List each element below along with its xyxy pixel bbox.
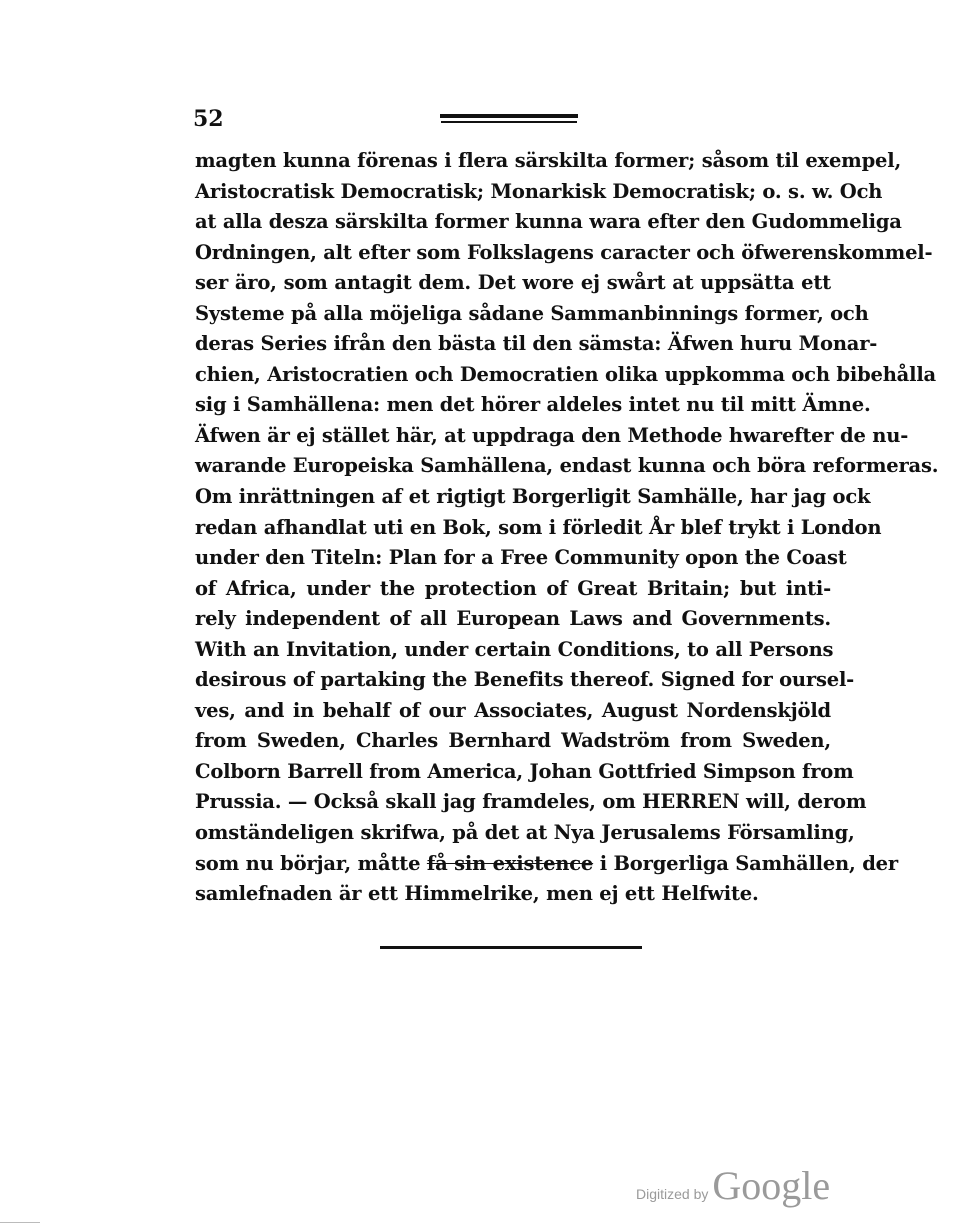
footer-rule	[380, 946, 642, 949]
text-line: rely independent of all European Laws and Governments.	[195, 607, 831, 631]
text-line: Om inrättningen af et rigtigt Borgerligit Samhälle, har jag ock	[195, 485, 871, 509]
digitized-by-google-watermark	[636, 1162, 830, 1209]
text-line: ves, and in behalf of our Associates, August Nordenskjöld	[195, 698, 831, 722]
text-line: warande Europeiska Samhällena, endast kunna och böra reformeras.	[195, 454, 939, 478]
text-line: ser äro, som antagit dem. Det wore ej swårt at uppsätta ett	[195, 271, 831, 295]
text-line: chien, Aristocratien och Democratien olika uppkomma och bibehålla	[195, 362, 936, 386]
text-line: at alla desza särskilta former kunna wara efter den Gudommeliga	[195, 210, 902, 234]
struck-through-text: få sin existence	[426, 851, 594, 875]
text-line: under den Titeln: Plan for a Free Community opon the Coast	[195, 546, 847, 570]
text-line: magten kunna förenas i flera särskilta former; såsom til exempel,	[195, 149, 902, 172]
text-line: Systeme på alla möjeliga sådane Sammanbinnings former, och	[195, 301, 869, 325]
text-line: deras Series ifrån den bästa til den sämsta: Äfwen huru Monar-	[195, 332, 878, 356]
text-segment: som nu börjar, måtte	[195, 851, 427, 875]
header-rule	[440, 114, 578, 118]
page-number: 52	[193, 106, 224, 132]
text-line: Colborn Barrell from America, Johan Gottfried Simpson from	[195, 759, 854, 783]
text-line: of Africa, under the protection of Great Britain; but inti-	[195, 576, 831, 600]
text-line: Aristocratisk Democratisk; Monarkisk Democratisk; o. s. w. Och	[195, 179, 883, 203]
text-line: Ordningen, alt efter som Folkslagens caracter och öfwerenskommel-	[195, 240, 933, 264]
text-line: Äfwen är ej stället här, at uppdraga den Methode hwarefter de nu-	[195, 423, 909, 447]
text-line: sig i Samhällena: men det hörer aldeles intet nu til mitt Ämne.	[195, 393, 871, 417]
text-line: With an Invitation, under certain Conditions, to all Persons	[195, 637, 834, 661]
text-line: omständeligen skrifwa, på det at Nya Jerusalems Församling,	[195, 821, 855, 845]
text-line-last: samlefnaden är ett Himmelrike, men ej ett Helfwite.	[195, 882, 759, 906]
page-body	[195, 146, 939, 910]
text-line-with-strikethrough	[195, 849, 898, 880]
watermark-prefix: Digitized by	[636, 1186, 709, 1202]
scan-edge-mark	[0, 1222, 40, 1223]
text-line: redan afhandlat uti en Bok, som i förledit År blef trykt i London	[195, 515, 882, 539]
google-logo: Google	[712, 1163, 831, 1208]
text-segment: i Borgerliga Samhällen, der	[593, 851, 898, 875]
text-line: from Sweden, Charles Bernhard Wadström from Sweden,	[195, 729, 831, 753]
text-line: Prussia. — Också skall jag framdeles, om HERREN will, derom	[195, 790, 867, 814]
text-line: desirous of partaking the Benefits thereof. Signed for oursel-	[195, 668, 855, 692]
